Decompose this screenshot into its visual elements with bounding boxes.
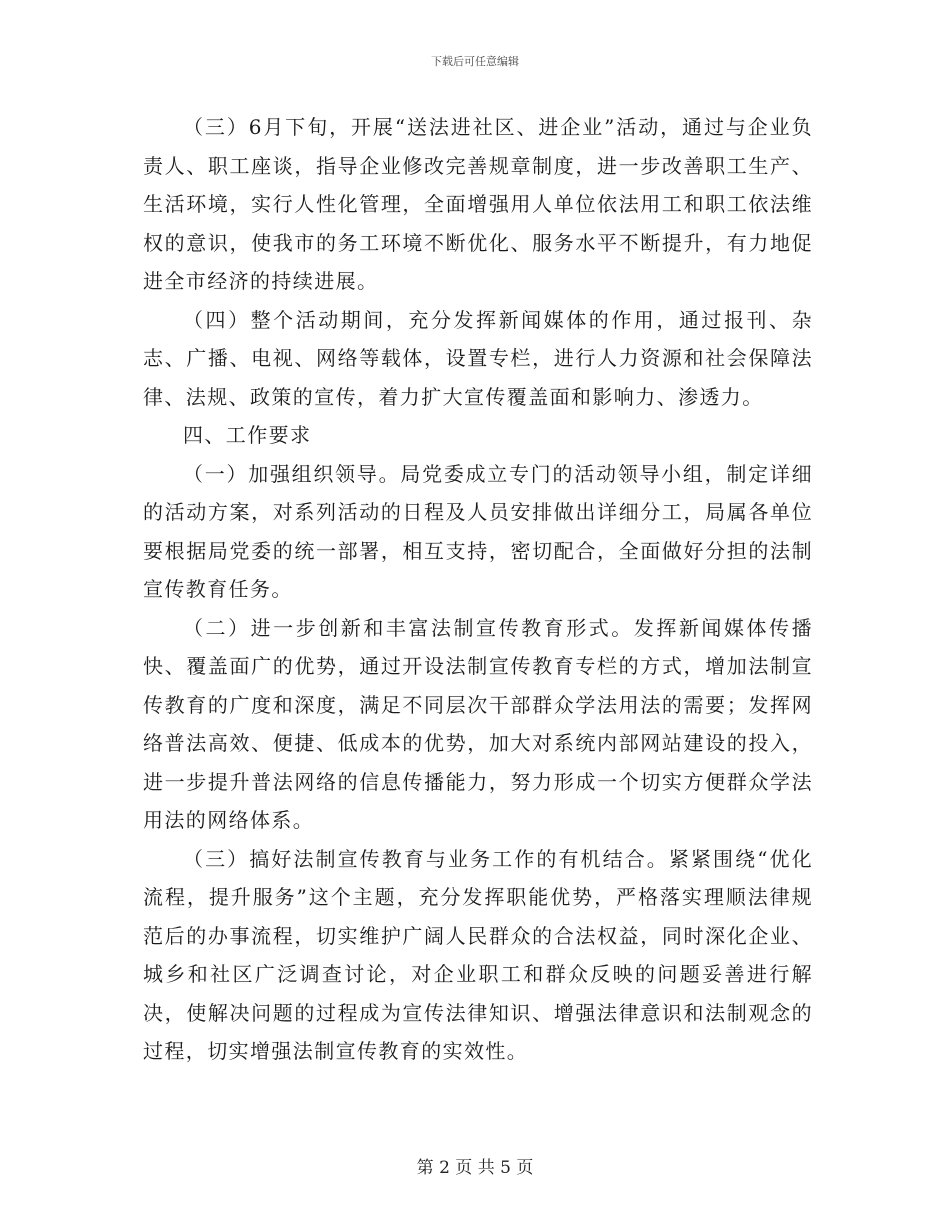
- page-footer: [0, 1153, 950, 1178]
- section-heading-work-requirements: 四、工作要求: [183, 423, 312, 447]
- paragraph-requirement-3: （三）搞好法制宣传教育与业务工作的有机结合。紧紧围绕“优化流程，提升服务”这个主题，充分发挥职能优势，严格落实理顺法律规范后的办事流程，切实维护广阔人民群众的合法权益，同时深化企业、城乡和社区广泛调查讨论，对企业职工和群众反映的问题妥善进行解决，使解决问题的过程成为宣传法律知识、增强法律意识和法制观念的过程，切实增强法制宣传教育的实效性。: [143, 846, 813, 1063]
- paragraph-section-4-media: （四）整个活动期间，充分发挥新闻媒体的作用，通过报刊、杂志、广播、电视、网络等载体，设置专栏，进行人力资源和社会保障法律、法规、政策的宣传，着力扩大宣传覆盖面和影响力、渗透力。: [143, 307, 813, 409]
- paragraph-requirement-1: （一）加强组织领导。局党委成立专门的活动领导小组，制定详细的活动方案，对系列活动的日程及人员安排做出详细分工，局属各单位要根据局党委的统一部署，相互支持，密切配合，全面做好分担的法制宣传教育任务。: [143, 461, 813, 601]
- paragraph-requirement-2: （二）进一步创新和丰富法制宣传教育形式。发挥新闻媒体传播快、覆盖面广的优势，通过开设法制宣传教育专栏的方式，增加法制宣传教育的广度和深度，满足不同层次干部群众学法用法的需要；发挥网络普法高效、便捷、低成本的优势，加大对系统内部网站建设的投入，进一步提升普法网络的信息传播能力，努力形成一个切实方便群众学法用法的网络体系。: [143, 615, 813, 832]
- page-number-label: 第 2 页 共 5 页: [416, 1158, 534, 1178]
- paragraph-section-3-activity: （三）6月下旬，开展“送法进社区、进企业”活动，通过与企业负责人、职工座谈，指导企业修改完善规章制度，进一步改善职工生产、生活环境，实行人性化管理，全面增强用人单位依法用工和职工依法维权的意识，使我市的务工环境不断优化、服务水平不断提升，有力地促进全市经济的持续进展。: [143, 115, 813, 293]
- document-body: [143, 108, 813, 1071]
- header-note: 下载后可任意编辑: [431, 55, 519, 68]
